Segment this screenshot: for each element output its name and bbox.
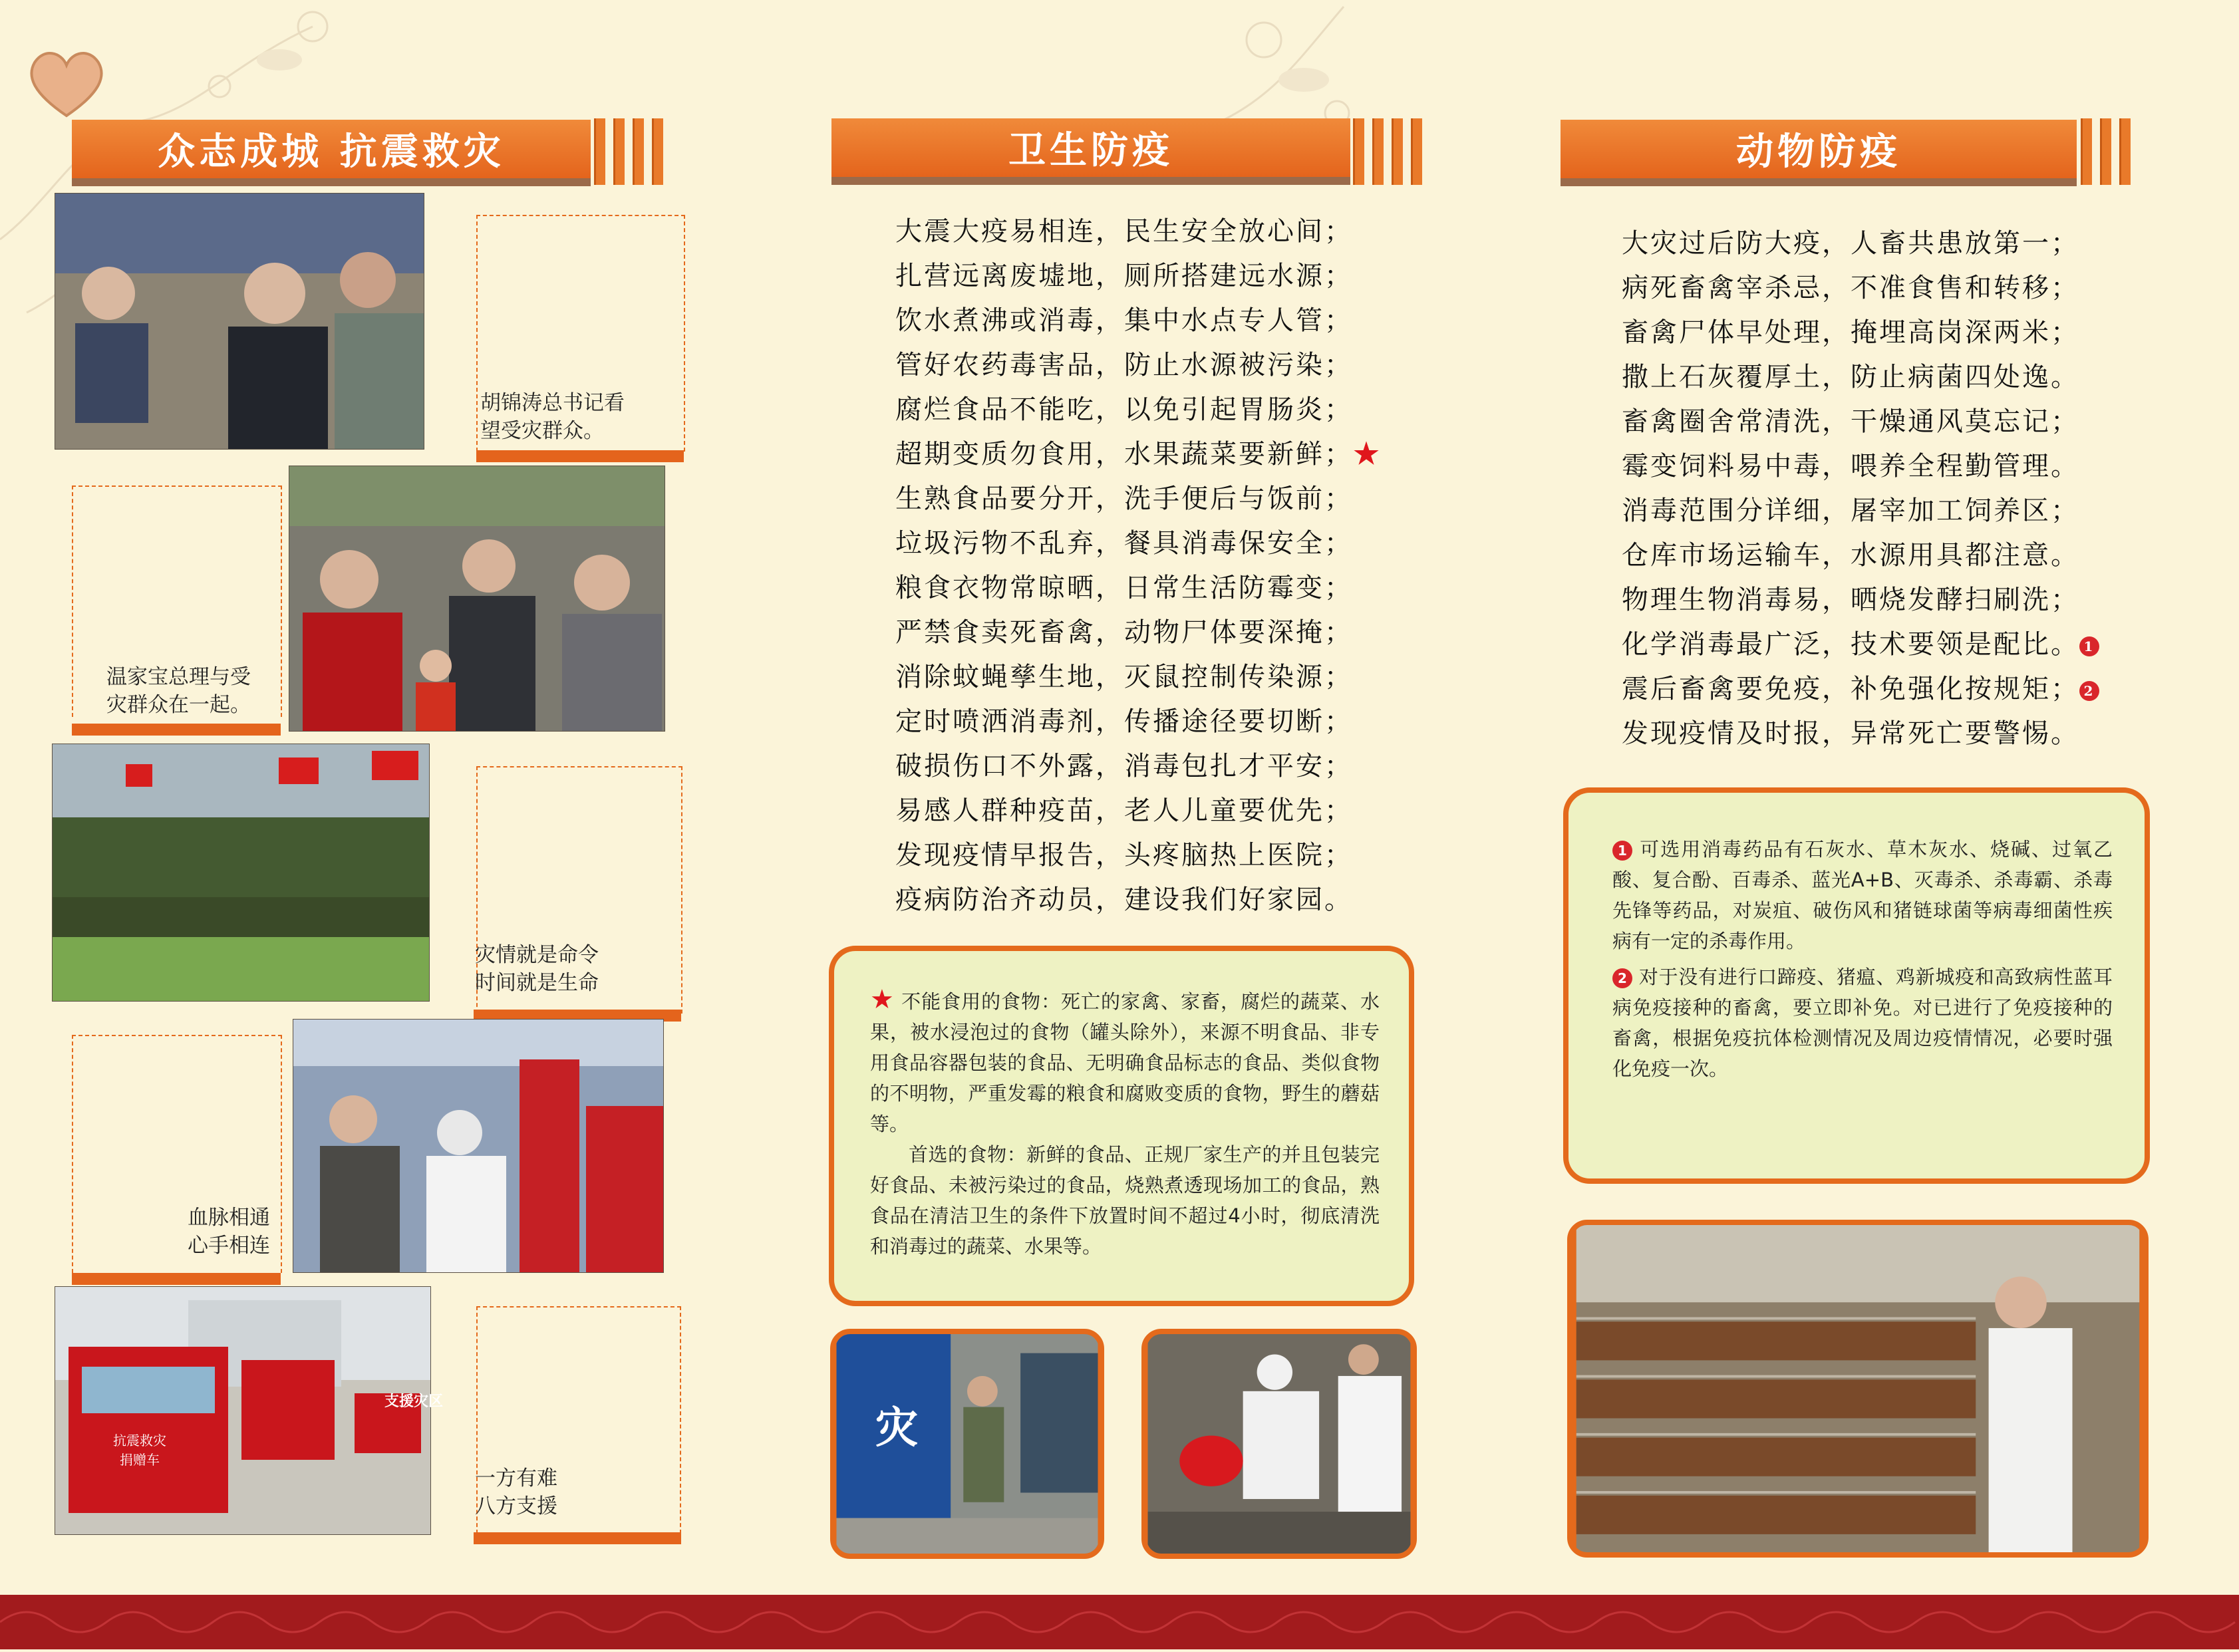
section-header-middle	[831, 118, 1350, 185]
poem-line: 病死畜禽宰杀忌，不准食售和转移；	[1622, 273, 2079, 303]
photo-relief-truck	[55, 1286, 431, 1535]
animal-poem	[1622, 221, 2099, 756]
poem-line: 消毒范围分详细，屠宰加工饲养区；	[1622, 495, 2079, 526]
poem-line: 仓库市场运输车，水源用具都注意。	[1622, 540, 2079, 571]
poem-line: 化学消毒最广泛，技术要领是配比。 1	[1622, 622, 2099, 667]
poem-line: 定时喷洒消毒剂，传播途径要切断；	[895, 706, 1353, 737]
truck-label: 抗震救灾 捐赠车	[113, 1433, 166, 1468]
footnote-badge-1: 1	[1612, 841, 1632, 861]
footnote-badge-1: 1	[2079, 636, 2099, 656]
poem-line: 畜禽尸体早处理，掩埋高岗深两米；	[1622, 317, 2079, 348]
poem-line: 生熟食品要分开，洗手便后与饭前；	[895, 483, 1353, 514]
vaccination-note: 2 对于没有进行口蹄疫、猪瘟、鸡新城疫和高致病性蓝耳病免疫接种的畜禽，要立即补免。对已进行了免疫接种的畜禽，根据免疫抗体检测情况及周边疫情情况，必要时强化免疫一次。	[1612, 966, 2113, 1080]
bottom-band	[0, 1595, 2239, 1649]
disinfectant-note: 1 可选用消毒药品有石灰水、草木灰水、烧碱、过氧乙酸、复合酚、百毒杀、蓝光A+B、灭毒杀、杀毒霸、杀毒先锋等药品，对炭疽、破伤风和猪链球菌等病毒细菌性疾病有一定的杀毒作用。	[1612, 838, 2113, 952]
poem-line: 腐烂食品不能吃，以免引起胃肠炎；	[895, 394, 1353, 425]
poem-line: 超期变质勿食用，水果蔬菜要新鲜；★	[895, 439, 1382, 470]
footnote-badge-2: 2	[1612, 968, 1632, 988]
poem-line: 消除蚊蝇孳生地，灭鼠控制传染源；	[895, 662, 1353, 692]
photo-wen-jiabao-visit	[289, 466, 665, 732]
photo-rescue-troops	[52, 744, 430, 1002]
section-title: 卫生防疫	[831, 118, 1350, 177]
header-stripes	[2081, 118, 2131, 185]
poem-line: 粮食衣物常晾晒，日常生活防霉变；	[895, 573, 1353, 603]
photo-hu-jintao-visit	[55, 193, 424, 450]
poem-line: 物理生物消毒易，晒烧发酵扫刷洗；	[1622, 585, 2079, 615]
header-stripes	[1353, 118, 1422, 185]
poem-line: 大灾过后防大疫，人畜共患放第一；	[1622, 228, 2079, 259]
poem-line: 发现疫情早报告，头疼脑热上医院；	[895, 840, 1353, 871]
caption-2: 温家宝总理与受 灾群众在一起。	[106, 665, 251, 717]
poem-line: 撒上石灰覆厚土，防止病菌四处逸。	[1622, 362, 2079, 392]
star-icon: ★	[870, 984, 895, 1015]
poem-line: 大震大疫易相连，民生安全放心间；	[895, 216, 1353, 247]
poem-line: 饮水煮沸或消毒，集中水点专人管；	[895, 305, 1353, 336]
caption-3: 灾情就是命令 时间就是生命	[475, 943, 599, 995]
poem-line: 震后畜禽要免疫，补免强化按规矩； 2	[1622, 667, 2099, 712]
poem-line: 易感人群种疫苗，老人儿童要优先；	[895, 795, 1353, 826]
hygiene-poem	[895, 209, 1382, 922]
caption-1: 胡锦涛总书记看 望受灾群众。	[480, 391, 625, 443]
poem-line: 管好农药毒害品，防止水源被污染；	[895, 350, 1353, 380]
food-note-box	[829, 946, 1414, 1306]
poem-line: 严禁食卖死畜禽，动物尸体要深掩；	[895, 617, 1353, 648]
caption-5: 一方有难 八方支援	[475, 1466, 557, 1518]
poem-line: 扎营远离废墟地，厕所搭建远水源；	[895, 261, 1353, 291]
header-stripes	[594, 118, 663, 185]
photo-disinfection-spraying	[830, 1329, 1104, 1559]
section-title: 动物防疫	[1561, 120, 2077, 178]
poem-line: 破损伤口不外露，消毒包扎才平安；	[895, 751, 1353, 781]
photo-blood-donation	[293, 1019, 664, 1273]
poem-line: 疫病防治齐动员，建设我们好家园。	[895, 885, 1353, 915]
heart-icon	[27, 47, 106, 120]
star-icon: ★	[1353, 439, 1382, 470]
disinfection-note-box	[1563, 787, 2150, 1184]
poem-line: 发现疫情及时报，异常死亡要警惕。	[1622, 718, 2079, 749]
photo-water-disinfection	[1141, 1329, 1417, 1559]
poem-line: 霉变饲料易中毒，喂养全程勤管理。	[1622, 451, 2079, 482]
truck-sign: 支援灾区	[384, 1393, 444, 1410]
poem-line: 垃圾污物不乱弃，餐具消毒保安全；	[895, 528, 1353, 559]
food-note-unsafe: ★ 不能食用的食物：死亡的家禽、家畜，腐烂的蔬菜、水果，被水浸泡过的食物（罐头除外），来源不明食品、非专用食品容器包装的食品、无明确食品标志的食品、类似食物的不明物，严重发霉的粮食和腐败变质的食物，野生的蘑菇等。	[870, 984, 1380, 1135]
section-header-right	[1561, 120, 2077, 186]
tent-sign: 灾	[875, 1404, 918, 1453]
poem-line: 畜禽圈舍常清洗，干燥通风莫忘记；	[1622, 406, 2079, 437]
section-header-left	[72, 120, 591, 186]
section-title: 众志成城 抗震救灾	[72, 120, 591, 178]
caption-4: 血脉相通 心手相连	[188, 1206, 270, 1258]
photo-poultry-disinfection	[1567, 1220, 2149, 1558]
footnote-badge-2: 2	[2079, 681, 2099, 701]
food-note-preferred: 首选的食物：新鲜的食品、正规厂家生产的并且包装完好食品、未被污染过的食品，烧熟煮透现场加工的食品，熟食品在清洁卫生的条件下放置时间不超过4小时，彻底清洗和消毒过的蔬菜、水果等。	[870, 1143, 1380, 1258]
